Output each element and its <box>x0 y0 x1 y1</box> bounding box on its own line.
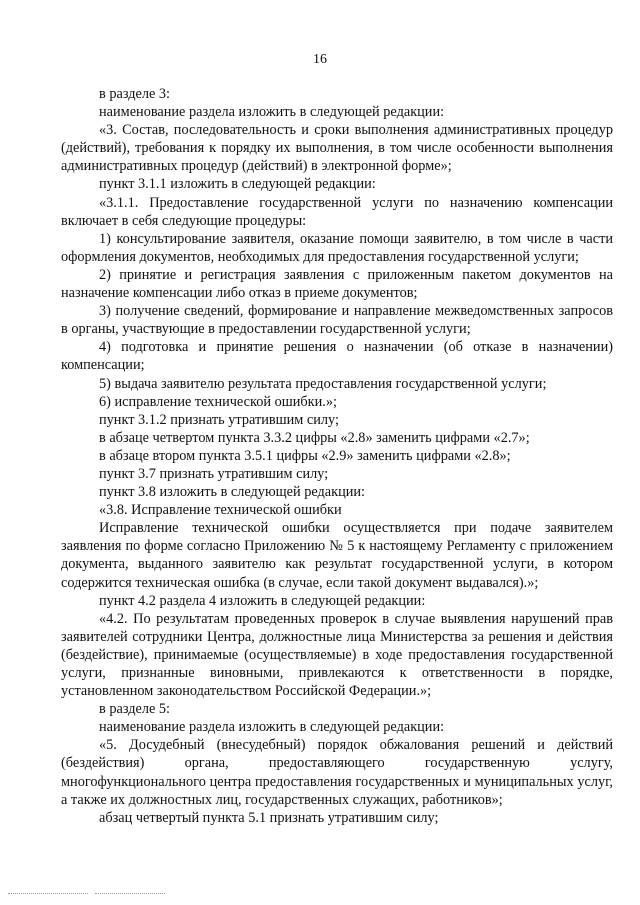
paragraph: 3) получение сведений, формирование и направление межведомственных запросов в органы, участвующие в предоставлении государственной услуги; <box>61 303 613 338</box>
paragraph: 1) консультирование заявителя, оказание помощи заявителю, в том числе в части оформления документов, необходимых для предоставления государственной услуги; <box>61 230 613 265</box>
paragraph: 2) принятие и регистрация заявления с приложенным пакетом документов на назначение компенсации либо отказ в приеме документов; <box>61 266 613 302</box>
paragraph: наименование раздела изложить в следующей редакции: <box>99 719 445 736</box>
paragraph: пункт 3.8 изложить в следующей редакции: <box>99 484 366 501</box>
document-body <box>61 85 613 827</box>
paragraph: «3.8. Исправление технической ошибки <box>99 502 342 519</box>
scan-artifact <box>8 893 88 895</box>
paragraph: в абзаце четвертом пункта 3.3.2 цифры «2.8» заменить цифрами «2.7»; <box>99 429 530 446</box>
paragraph: «5. Досудебный (внесудебный) порядок обжалования решений и действий (бездействия) органа, предоставляющего государственную услугу, многофункционального центра предоставления государственных и муниципальных услуг, а также их должностных лиц, государственных служащих, работников»; <box>61 737 613 808</box>
paragraph: 6) исправление технической ошибки.»; <box>99 393 337 410</box>
paragraph: в разделе 5: <box>99 701 171 718</box>
paragraph: пункт 3.1.2 признать утратившим силу; <box>99 411 339 428</box>
paragraph: наименование раздела изложить в следующей редакции: <box>99 104 445 121</box>
scan-artifact <box>95 893 165 895</box>
paragraph: «3. Состав, последовательность и сроки выполнения административных процедур (действий), требования к порядку их выполнения, в том числе особенности выполнения административных процедур (действий) в электронной форме»; <box>61 122 613 175</box>
paragraph: в абзаце втором пункта 3.5.1 цифры «2.9» заменить цифрами «2.8»; <box>99 447 511 464</box>
paragraph: в разделе 3: <box>99 86 171 102</box>
paragraph: 4) подготовка и принятие решения о назначении (об отказе в назначении) компенсации; <box>61 339 613 374</box>
paragraph: пункт 4.2 раздела 4 изложить в следующей редакции: <box>99 592 426 609</box>
page-number: 16 <box>313 52 327 67</box>
paragraph: Исправление технической ошибки осуществляется при подаче заявителем заявления по форме согласно Приложению № 5 к настоящему Регламенту с приложением документа, выданного заявителю как результат государственной услуги, в котором содержится техническая ошибка (в случае, если такой документ выдавался).»; <box>61 520 613 591</box>
paragraph: 5) выдача заявителю результата предоставления государственной услуги; <box>99 375 547 392</box>
paragraph: пункт 3.1.1 изложить в следующей редакции: <box>99 176 376 193</box>
paragraph: абзац четвертый пункта 5.1 признать утратившим силу; <box>99 809 439 826</box>
paragraph: «4.2. По результатам проведенных проверок в случае выявления нарушений прав заявителей сотрудники Центра, должностные лица Министерства за решения и действия (бездействие), принимаемые (осуществляемые) в ходе предоставления государственной услуги, признанные виновными, привлекаются к ответственности в порядке, установленном законодательством Российской Федерации.»; <box>61 610 613 700</box>
paragraph: «3.1.1. Предоставление государственной услуги по назначению компенсации включает в себя следующие процедуры: <box>61 194 613 229</box>
paragraph: пункт 3.7 признать утратившим силу; <box>99 465 329 482</box>
